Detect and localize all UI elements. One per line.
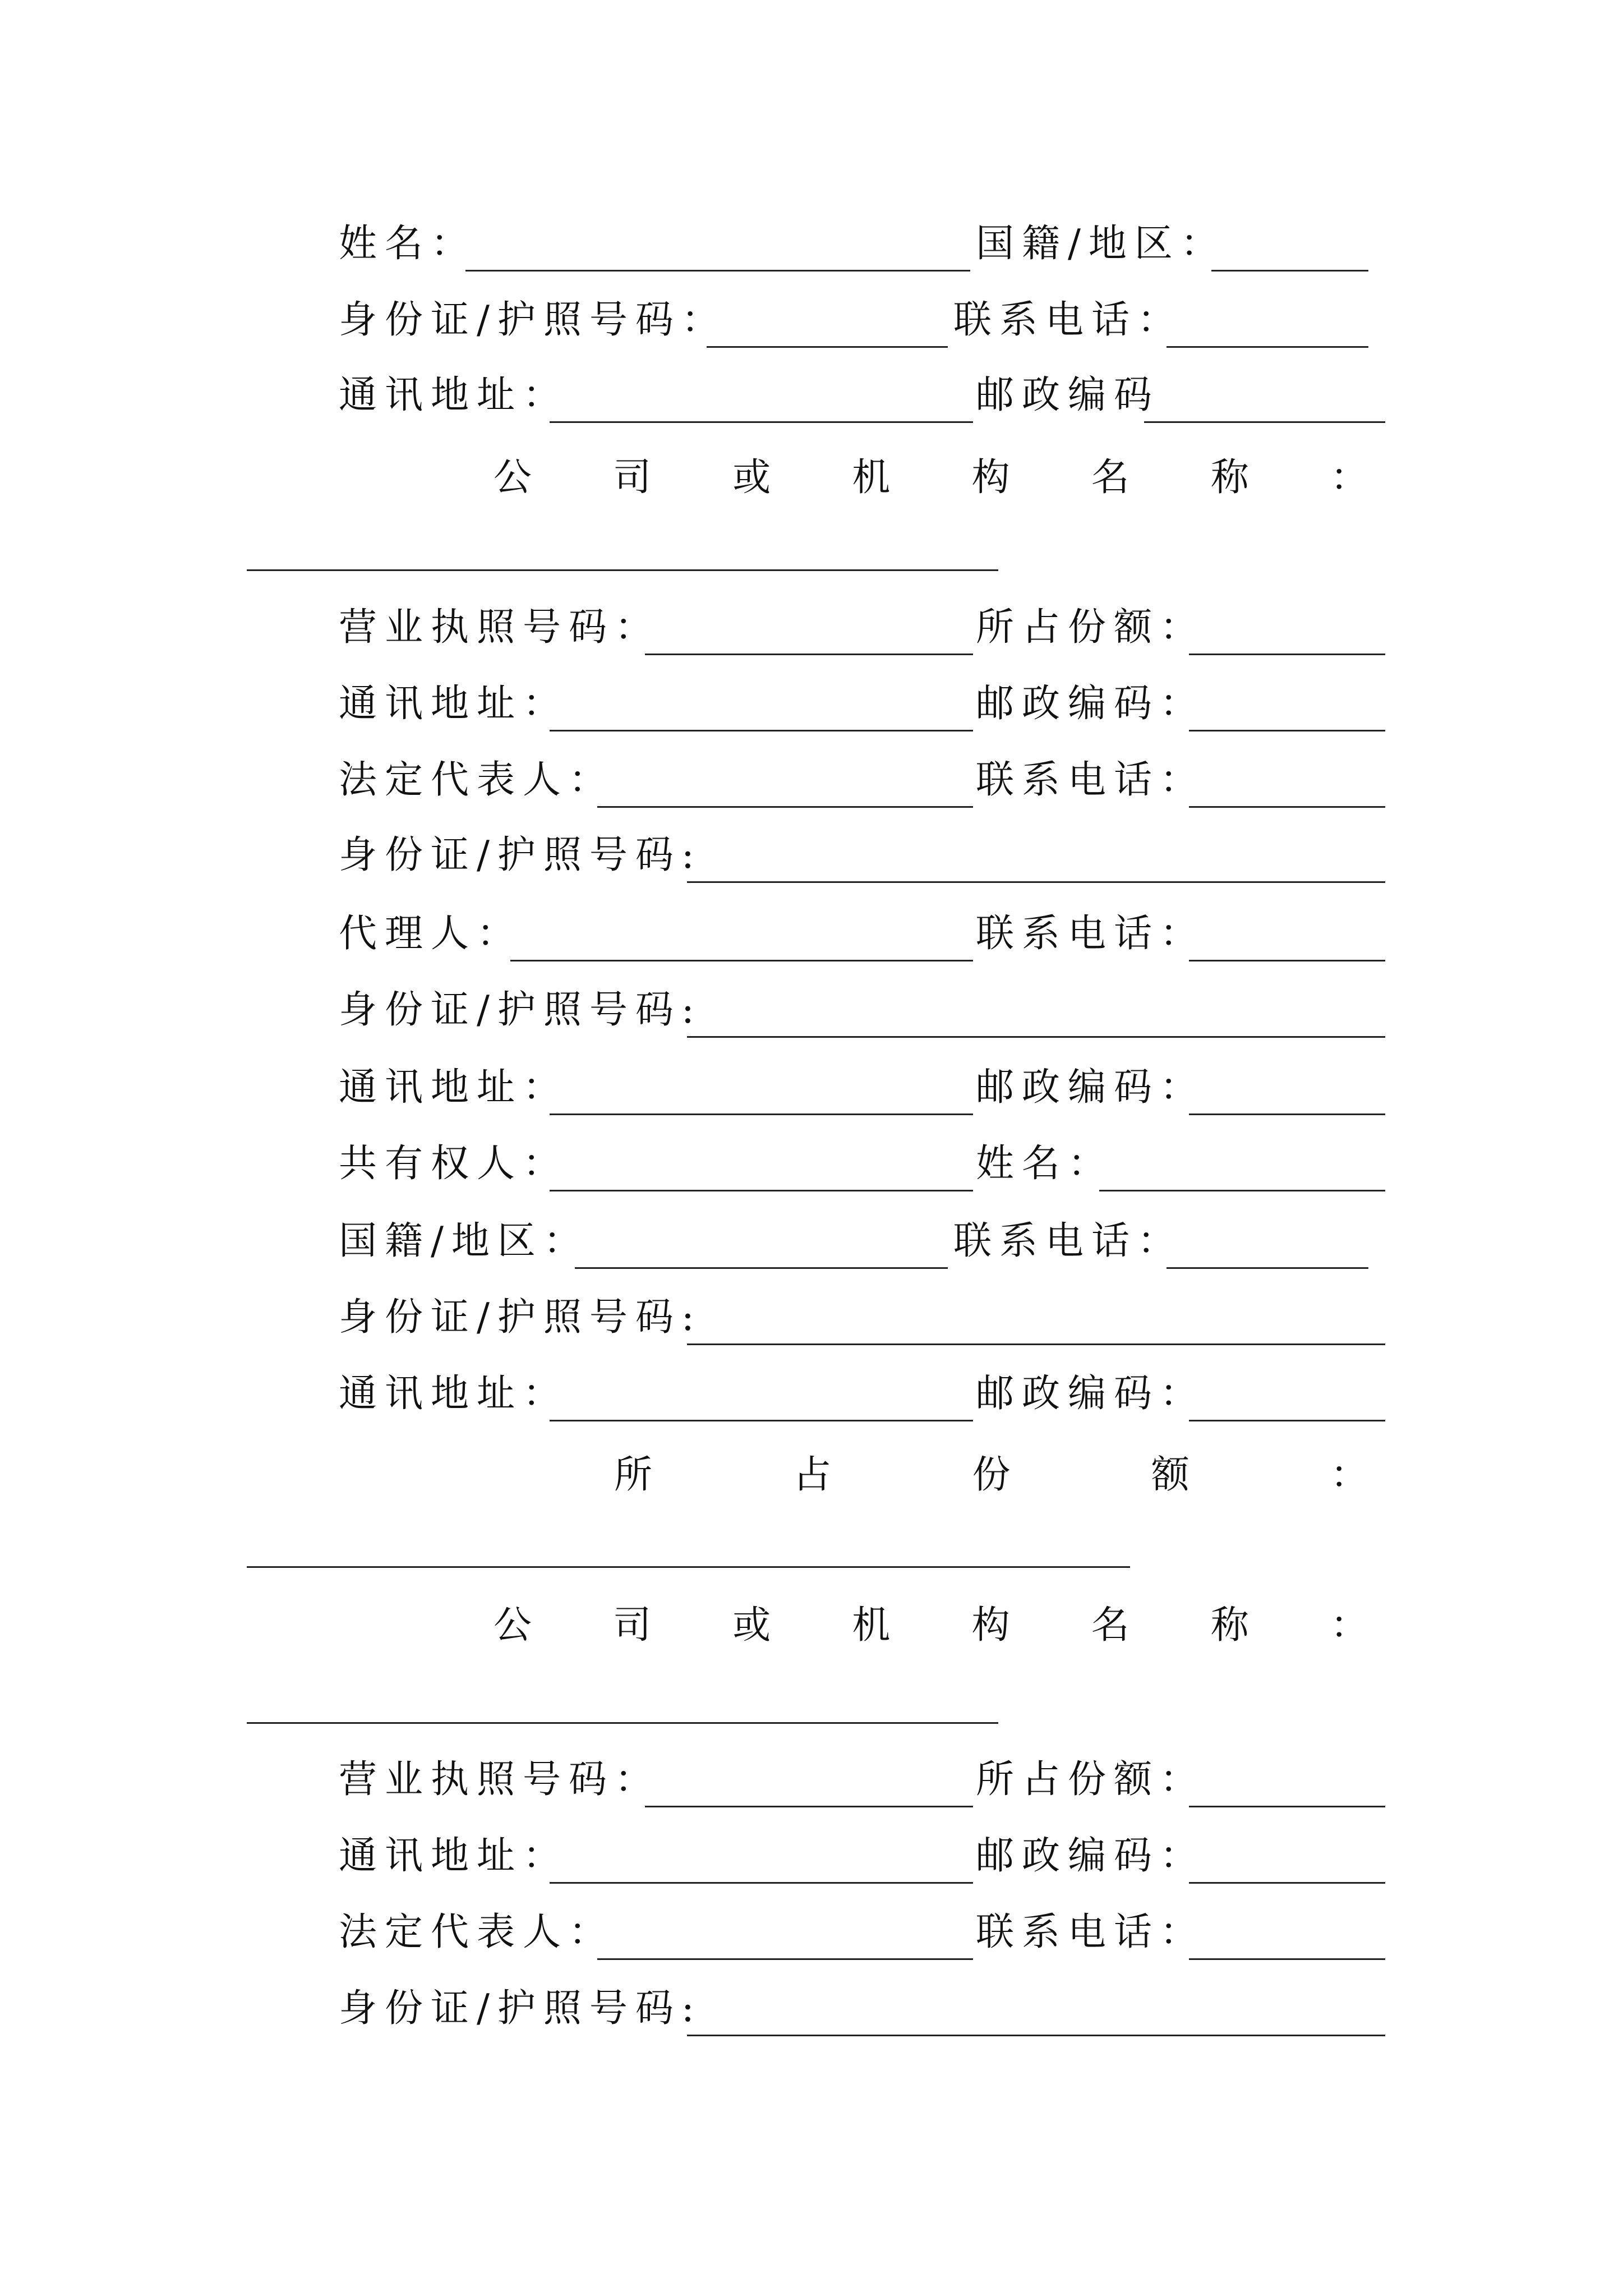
postal-field[interactable]	[1189, 1420, 1385, 1421]
share-char: 份	[972, 1453, 1011, 1497]
legal-rep-label: 法定代表人：	[339, 758, 615, 802]
row-id-passport	[0, 1287, 1623, 1354]
share-label: 所占份额：	[976, 1757, 1206, 1802]
row-license-share	[0, 1749, 1623, 1816]
id-passport-label: 身份证/护照号码:	[339, 833, 702, 877]
postal-field[interactable]	[1189, 1882, 1385, 1884]
company-char: 称	[1210, 455, 1249, 500]
address-field[interactable]	[550, 421, 973, 423]
row-address-postal	[0, 365, 1623, 432]
row-nationality-phone	[0, 1211, 1623, 1278]
company-char: ：	[1330, 455, 1368, 500]
id-passport-field[interactable]	[687, 1343, 1385, 1345]
row-id-passport	[0, 979, 1623, 1047]
address-field[interactable]	[550, 730, 973, 731]
share-char: 额	[1151, 1453, 1189, 1497]
address-label: 通讯地址：	[339, 682, 569, 726]
postal-label: 邮政编码：	[976, 682, 1206, 726]
postal-label: 邮政编码：	[976, 1834, 1206, 1878]
share-char: ：	[1330, 1453, 1368, 1497]
row-id-phone	[0, 289, 1623, 357]
company-char: 司	[613, 1603, 652, 1648]
address-field[interactable]	[550, 1114, 973, 1115]
postal-label: 邮政编码：	[976, 1372, 1206, 1416]
postal-field[interactable]	[1144, 421, 1385, 423]
address-field[interactable]	[550, 1420, 973, 1421]
name-label: 姓名：	[339, 222, 477, 266]
company-char: 或	[732, 1603, 771, 1648]
name-label: 姓名：	[976, 1142, 1114, 1186]
co-owner-field[interactable]	[550, 1190, 973, 1191]
share-char: 所	[614, 1453, 653, 1497]
row-id-passport	[0, 1978, 1623, 2045]
company-char: 或	[732, 455, 771, 500]
nationality-field[interactable]	[1211, 270, 1368, 272]
share-char: 占	[793, 1453, 832, 1497]
legal-rep-label: 法定代表人：	[339, 1910, 615, 1954]
row-address-postal	[0, 673, 1623, 740]
row-address-postal	[0, 1057, 1623, 1124]
postal-field[interactable]	[1189, 730, 1385, 731]
agent-field[interactable]	[510, 960, 973, 961]
id-passport-field[interactable]	[687, 1036, 1385, 1038]
nationality-field[interactable]	[575, 1267, 948, 1269]
row-coowner-name	[0, 1133, 1623, 1200]
phone-label: 联系电话：	[976, 758, 1206, 802]
company-char: 机	[852, 455, 891, 500]
company-char: 司	[613, 455, 652, 500]
company-char: 构	[971, 1603, 1010, 1648]
row-name-nationality	[0, 213, 1623, 280]
phone-label: 联系电话：	[976, 912, 1206, 956]
phone-label: 联系电话：	[953, 298, 1184, 342]
company-name-heading	[494, 1592, 1368, 1659]
company-char: 称	[1210, 1603, 1249, 1648]
share-label: 所占份额：	[976, 605, 1206, 650]
agent-label: 代理人：	[339, 912, 523, 956]
business-license-field[interactable]	[645, 654, 973, 655]
company-char: 公	[494, 1603, 532, 1648]
id-passport-label: 身份证/护照号码:	[339, 1986, 702, 2031]
id-passport-label: 身份证/护照号码:	[339, 988, 702, 1032]
company-char: 名	[1091, 1603, 1129, 1648]
company-name-field[interactable]	[247, 1722, 998, 1724]
postal-label: 邮政编码	[976, 373, 1160, 417]
id-passport-field[interactable]	[707, 346, 948, 348]
id-passport-label: 身份证/护照号码：	[339, 298, 727, 342]
share-field[interactable]	[1189, 654, 1385, 655]
nationality-label: 国籍/地区：	[976, 222, 1227, 266]
phone-field[interactable]	[1189, 960, 1385, 961]
phone-field[interactable]	[1166, 346, 1368, 348]
company-name-field[interactable]	[247, 569, 998, 571]
company-char: 构	[971, 455, 1010, 500]
phone-label: 联系电话：	[976, 1910, 1206, 1954]
name-field[interactable]	[465, 270, 970, 272]
address-label: 通讯地址：	[339, 1372, 569, 1416]
address-label: 通讯地址：	[339, 1834, 569, 1878]
row-legalrep-phone	[0, 749, 1623, 817]
company-char: 机	[852, 1603, 891, 1648]
row-agent-phone	[0, 903, 1623, 970]
company-char: 名	[1091, 455, 1129, 500]
nationality-label: 国籍/地区：	[339, 1219, 589, 1263]
postal-field[interactable]	[1189, 1114, 1385, 1115]
share-heading	[614, 1442, 1368, 1509]
address-label: 通讯地址：	[339, 373, 569, 417]
phone-field[interactable]	[1166, 1267, 1368, 1269]
row-address-postal	[0, 1825, 1623, 1893]
share-field[interactable]	[1189, 1806, 1385, 1807]
row-id-passport	[0, 825, 1623, 892]
company-char: ：	[1330, 1603, 1368, 1648]
id-passport-field[interactable]	[687, 881, 1385, 883]
business-license-label: 营业执照号码：	[339, 605, 661, 650]
phone-field[interactable]	[1189, 1958, 1385, 1960]
legal-rep-field[interactable]	[597, 806, 973, 808]
row-legalrep-phone	[0, 1902, 1623, 1969]
share-field[interactable]	[247, 1566, 1130, 1568]
id-passport-field[interactable]	[687, 2035, 1385, 2036]
name-field[interactable]	[1099, 1190, 1385, 1191]
row-address-postal	[0, 1363, 1623, 1430]
business-license-label: 营业执照号码：	[339, 1757, 661, 1802]
business-license-field[interactable]	[645, 1806, 973, 1807]
co-owner-label: 共有权人：	[339, 1142, 569, 1186]
address-field[interactable]	[550, 1882, 973, 1884]
row-license-share	[0, 597, 1623, 664]
company-name-heading	[494, 444, 1368, 512]
legal-rep-field[interactable]	[597, 1958, 973, 1960]
address-label: 通讯地址：	[339, 1065, 569, 1110]
postal-label: 邮政编码：	[976, 1065, 1206, 1110]
id-passport-label: 身份证/护照号码:	[339, 1295, 702, 1340]
company-char: 公	[494, 455, 532, 500]
phone-label: 联系电话：	[953, 1219, 1184, 1263]
phone-field[interactable]	[1189, 806, 1385, 808]
